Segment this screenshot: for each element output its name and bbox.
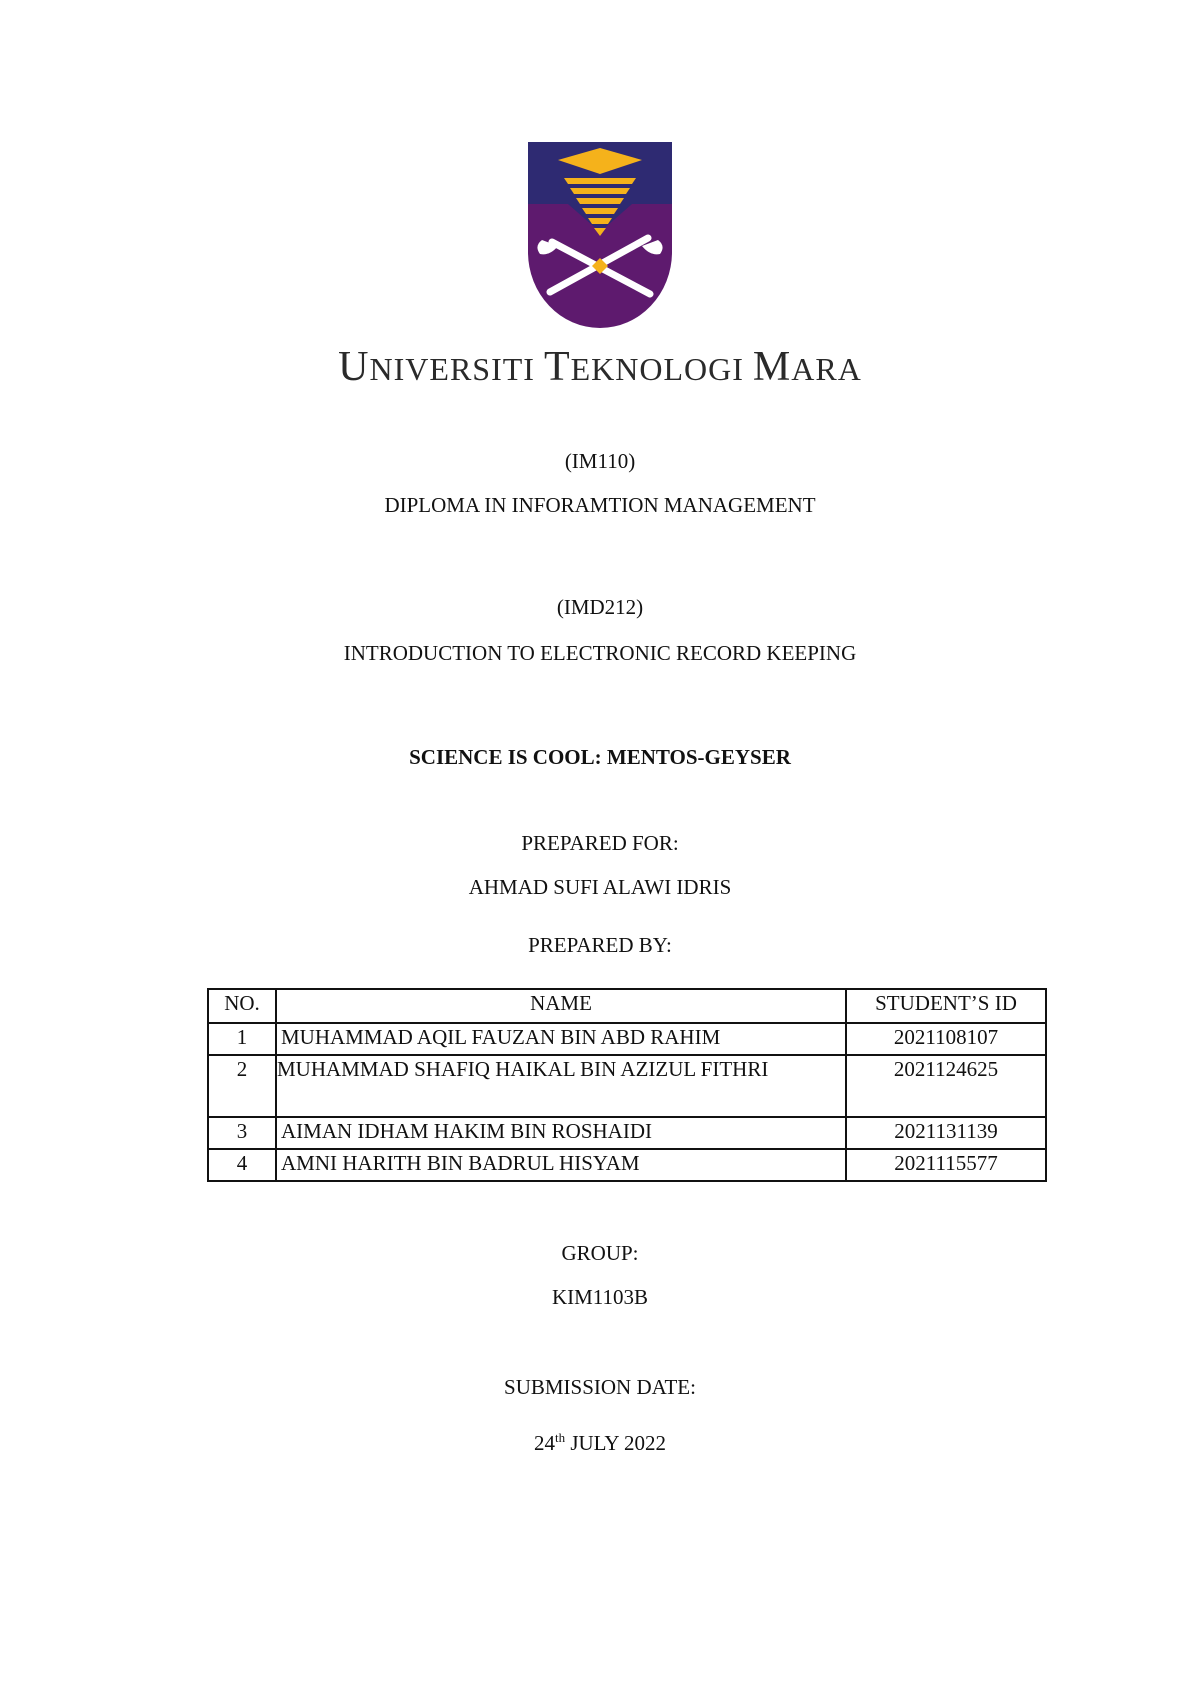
row-no: 3 xyxy=(208,1117,276,1149)
table-row xyxy=(208,1149,1046,1181)
group-value: KIM1103B xyxy=(551,1285,649,1309)
header-student-id: STUDENT’S ID xyxy=(846,989,1046,1023)
university-word-1: NIVERSITI xyxy=(369,351,544,387)
prepared-by-label: PREPARED BY: xyxy=(528,933,672,957)
university-word-2: EKNOLOGI xyxy=(570,351,753,387)
prepared-for-label: PREPARED FOR: xyxy=(521,831,679,855)
submission-label: SUBMISSION DATE: xyxy=(504,1375,696,1399)
university-crest-icon xyxy=(528,142,672,328)
table-header-row xyxy=(208,989,1046,1023)
row-student-id: 2021115577 xyxy=(846,1149,1046,1181)
university-name xyxy=(0,346,1200,388)
row-no: 4 xyxy=(208,1149,276,1181)
university-logo xyxy=(528,142,672,328)
university-initial-m: M xyxy=(752,344,792,390)
course-name: INTRODUCTION TO ELECTRONIC RECORD KEEPING xyxy=(343,641,857,665)
university-word-3: ARA xyxy=(791,351,862,387)
course-code: (IMD212) xyxy=(556,595,644,619)
table-row xyxy=(208,1023,1046,1055)
row-no: 1 xyxy=(208,1023,276,1055)
group-label: GROUP: xyxy=(561,1241,639,1265)
row-name: MUHAMMAD AQIL FAUZAN BIN ABD RAHIM xyxy=(276,1023,846,1055)
row-name: MUHAMMAD SHAFIQ HAIKAL BIN AZIZUL FITHRI xyxy=(276,1055,846,1117)
row-student-id: 2021131139 xyxy=(846,1117,1046,1149)
university-initial-u: U xyxy=(338,344,370,390)
table-row xyxy=(208,1117,1046,1149)
lecturer-name: AHMAD SUFI ALAWI IDRIS xyxy=(468,875,732,899)
row-name: AMNI HARITH BIN BADRUL HISYAM xyxy=(276,1149,846,1181)
row-student-id: 2021108107 xyxy=(846,1023,1046,1055)
row-no: 2 xyxy=(208,1055,276,1117)
submission-date xyxy=(0,1430,1200,1456)
members-table xyxy=(207,988,1047,1182)
row-name: AIMAN IDHAM HAKIM BIN ROSHAIDI xyxy=(276,1117,846,1149)
university-initial-t: T xyxy=(543,344,571,390)
programme-name: DIPLOMA IN INFORAMTION MANAGEMENT xyxy=(384,493,816,517)
submission-month-year: JULY 2022 xyxy=(565,1431,667,1455)
submission-day-suffix: th xyxy=(554,1430,566,1445)
row-student-id: 2021124625 xyxy=(846,1055,1046,1117)
submission-day: 24 xyxy=(533,1431,555,1455)
header-no: NO. xyxy=(208,989,276,1023)
programme-code: (IM110) xyxy=(564,449,636,473)
header-name: NAME xyxy=(276,989,846,1023)
table-row xyxy=(208,1055,1046,1117)
assignment-title: SCIENCE IS COOL: MENTOS-GEYSER xyxy=(409,745,791,769)
